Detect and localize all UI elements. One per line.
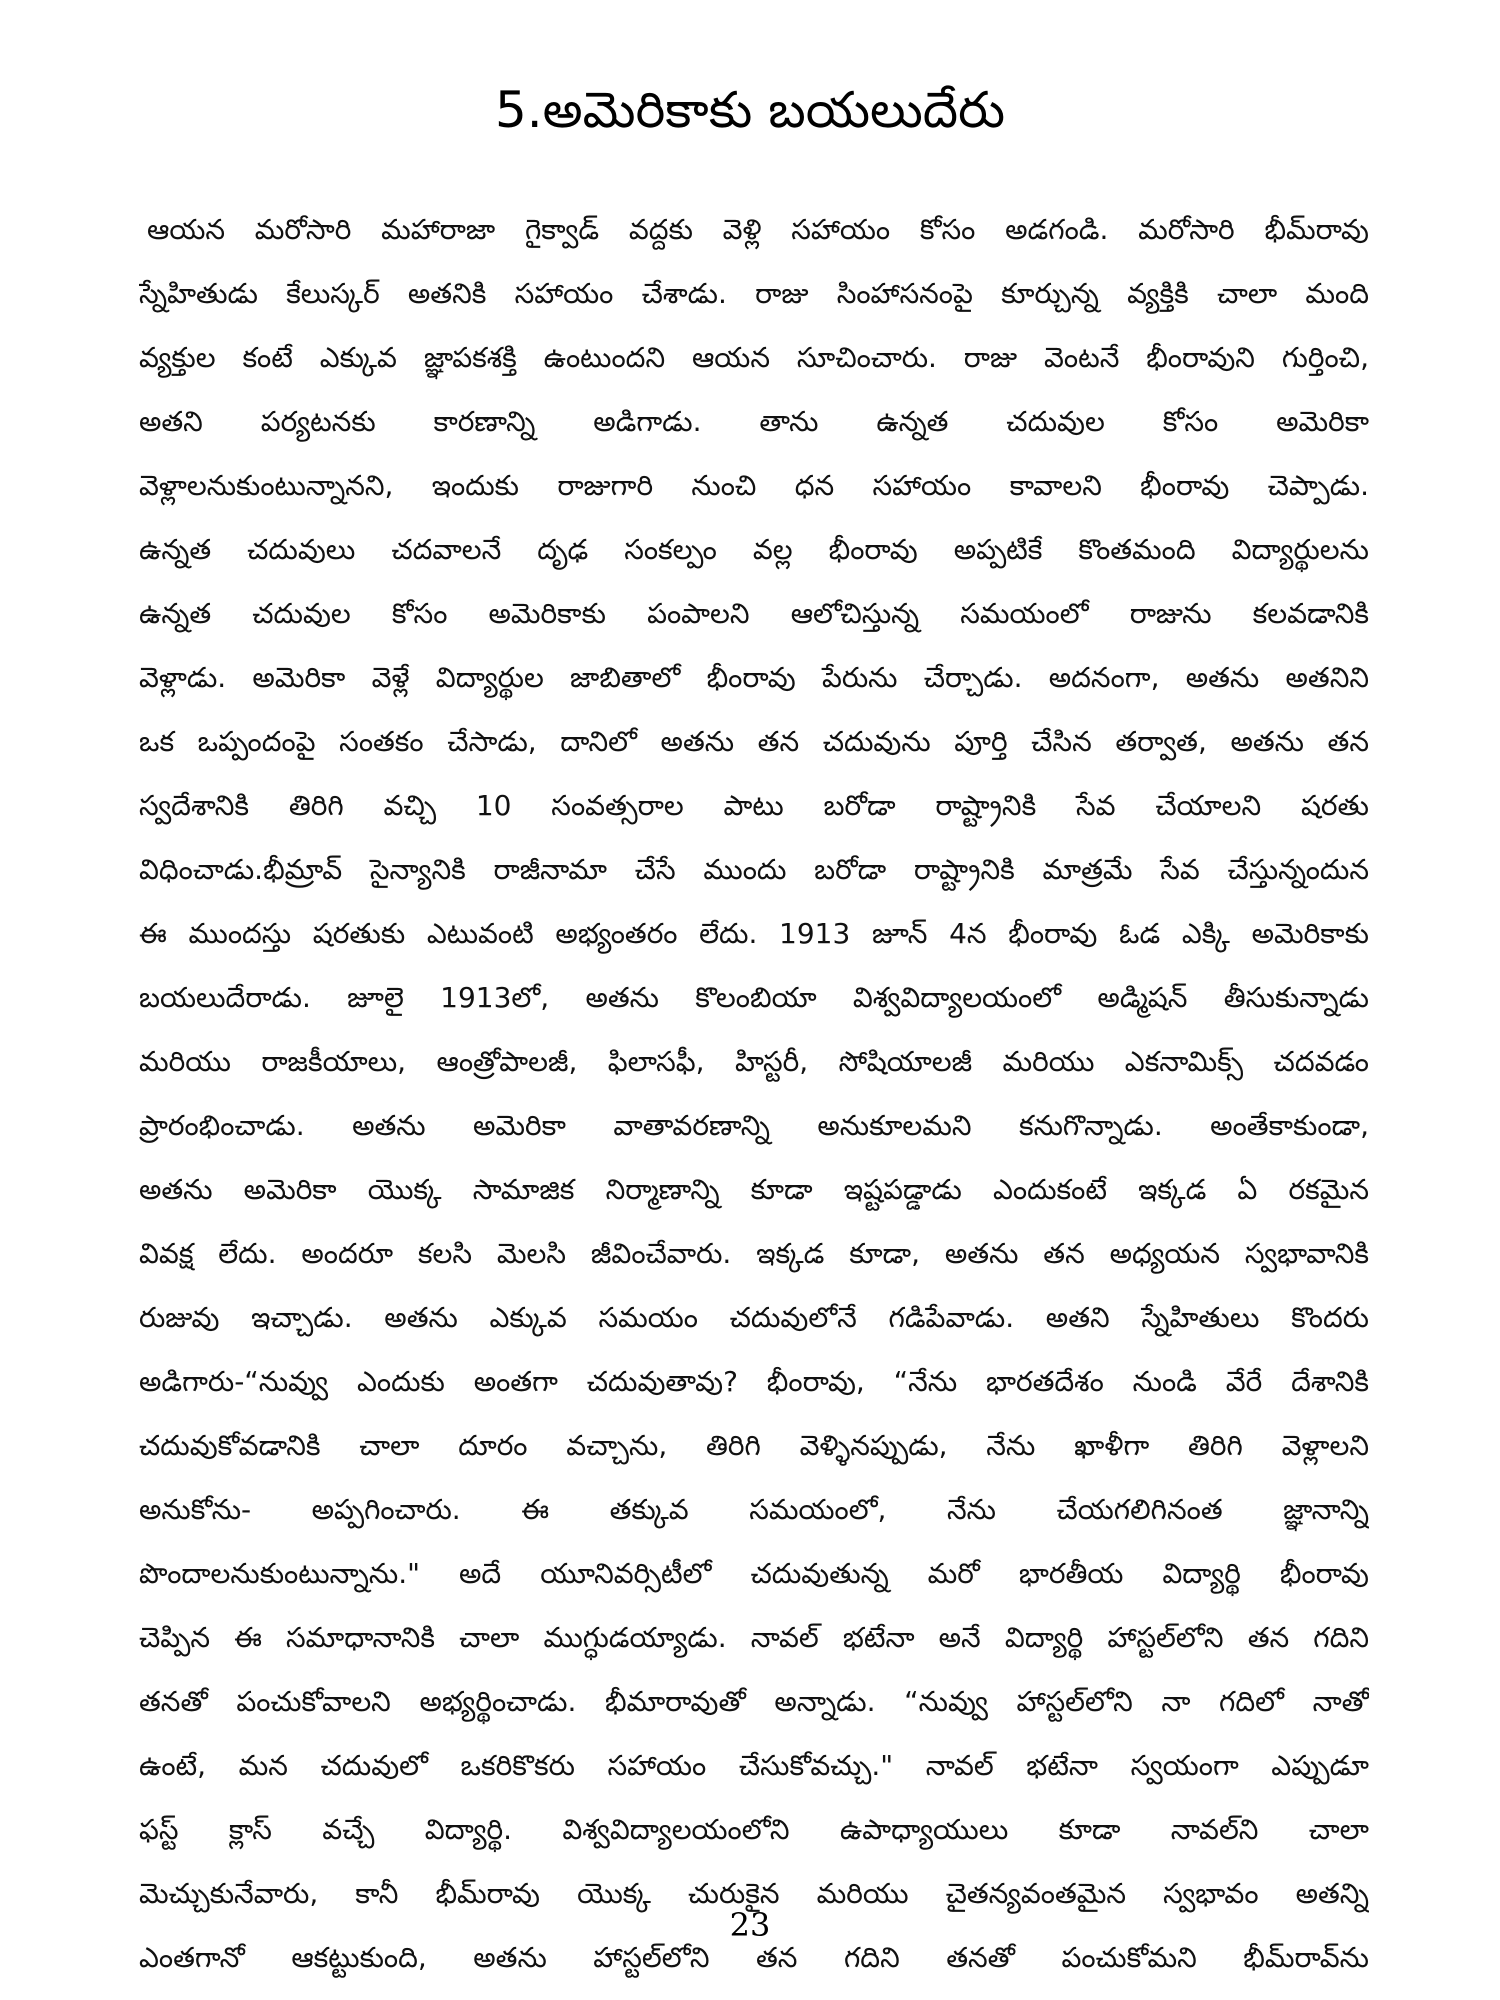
page-number: 23 (729, 1906, 771, 1944)
text-line: చదువుకోవడానికి చాలా దూరం వచ్చాను, తిరిగి వెళ్ళినప్పుడు, నేను ఖాళీగా తిరిగి వెళ్లాలని (139, 1429, 1369, 1462)
body-paragraph (139, 198, 1369, 1990)
text-line: ఈ ముందస్తు షరతుకు ఎటువంటి అభ్యంతరం లేదు. 1913 జూన్ 4న భీంరావు ఓడ ఎక్కి అమెరికాకు (139, 917, 1369, 950)
text-line: చెప్పిన ఈ సమాధానానికి చాలా ముగ్ధుడయ్యాడు. నావల్ భటేనా అనే విద్యార్థి హాస్టల్‌లోని తన గదిని (139, 1621, 1369, 1654)
text-line: అతని పర్యటనకు కారణాన్ని అడిగాడు. తాను ఉన్నత చదువుల కోసం అమెరికా (139, 405, 1369, 438)
text-line: అతను అమెరికా యొక్క సామాజిక నిర్మాణాన్ని కూడా ఇష్టపడ్డాడు ఎందుకంటే ఇక్కడ ఏ రకమైన (139, 1173, 1369, 1206)
text-line: వివక్ష లేదు. అందరూ కలసి మెలసి జీవించేవారు. ఇక్కడ కూడా, అతను తన అధ్యయన స్వభావానికి (139, 1237, 1369, 1270)
text-line: వ్యక్తుల కంటే ఎక్కువ జ్ఞాపకశక్తి ఉంటుందని ఆయన సూచించారు. రాజు వెంటనే భీంరావుని గుర్తించి, (139, 341, 1369, 374)
text-line: అనుకోను- అప్పగించారు. ఈ తక్కువ సమయంలో, నేను చేయగలిగినంత జ్ఞానాన్ని (139, 1493, 1369, 1526)
chapter-title: 5.అమెరికాకు బయలుదేరు (494, 81, 1006, 139)
text-line: ఉంటే, మన చదువులో ఒకరికొకరు సహాయం చేసుకోవచ్చు." నావల్ భటేనా స్వయంగా ఎప్పుడూ (139, 1749, 1369, 1782)
text-line: బయలుదేరాడు. జూలై 1913లో, అతను కొలంబియా విశ్వవిద్యాలయంలో అడ్మిషన్ తీసుకున్నాడు (139, 981, 1369, 1014)
text-line: మరియు రాజకీయాలు, ఆంత్రోపాలజీ, ఫిలాసఫీ, హిస్టరీ, సోషియాలజీ మరియు ఎకనామిక్స్ చదవడం (139, 1045, 1369, 1078)
text-line: అడిగారు-“నువ్వు ఎందుకు అంతగా చదువుతావు? భీంరావు, “నేను భారతదేశం నుండి వేరే దేశానికి (139, 1365, 1369, 1398)
text-line: వెళ్లాలనుకుంటున్నానని, ఇందుకు రాజుగారి నుంచి ధన సహాయం కావాలని భీంరావు చెప్పాడు. (139, 469, 1369, 502)
text-line: ప్రారంభించాడు. అతను అమెరికా వాతావరణాన్ని అనుకూలమని కనుగొన్నాడు. అంతేకాకుండా, (139, 1109, 1369, 1142)
text-line: విధించాడు.భీమ్రావ్ సైన్యానికి రాజీనామా చేసే ముందు బరోడా రాష్ట్రానికి మాత్రమే సేవ చేస్తున్నందున (139, 853, 1369, 886)
text-line: స్వదేశానికి తిరిగి వచ్చి 10 సంవత్సరాల పాటు బరోడా రాష్ట్రానికి సేవ చేయాలని షరతు (139, 789, 1369, 822)
text-line: మెచ్చుకునేవారు, కానీ భీమ్‌రావు యొక్క చురుకైన మరియు చైతన్యవంతమైన స్వభావం అతన్ని (139, 1877, 1369, 1910)
text-line: రుజువు ఇచ్చాడు. అతను ఎక్కువ సమయం చదువులోనే గడిపేవాడు. అతని స్నేహితులు కొందరు (139, 1301, 1369, 1334)
text-line: ఫస్ట్ క్లాస్ వచ్చే విద్యార్థి. విశ్వవిద్యాలయంలోని ఉపాధ్యాయులు కూడా నావల్‌ని చాలా (139, 1813, 1369, 1846)
text-line: వెళ్లాడు. అమెరికా వెళ్లే విద్యార్థుల జాబితాలో భీంరావు పేరును చేర్చాడు. అదనంగా, అతను అతనిని (139, 661, 1369, 694)
text-line: స్నేహితుడు కేలుస్కర్ అతనికి సహాయం చేశాడు. రాజు సింహాసనంపై కూర్చున్న వ్యక్తికి చాలా మంది (139, 277, 1369, 310)
text-line: ఎంతగానో ఆకట్టుకుంది, అతను హాస్టల్‌లోని తన గదిని తనతో పంచుకోమని భీమ్‌రావ్‌ను (139, 1941, 1369, 1974)
text-line: ఉన్నత చదువుల కోసం అమెరికాకు పంపాలని ఆలోచిస్తున్న సమయంలో రాజును కలవడానికి (139, 597, 1369, 630)
text-line: ఉన్నత చదువులు చదవాలనే దృఢ సంకల్పం వల్ల భీంరావు అప్పటికే కొంతమంది విద్యార్థులను (139, 533, 1369, 566)
text-line: పొందాలనుకుంటున్నాను." అదే యూనివర్సిటీలో చదువుతున్న మరో భారతీయ విద్యార్థి భీంరావు (139, 1557, 1369, 1590)
text-line: ఆయన మరోసారి మహారాజా గైక్వాడ్ వద్దకు వెళ్లి సహాయం కోసం అడగండి. మరోసారి భీమ్‌రావు (147, 213, 1369, 246)
text-line: తనతో పంచుకోవాలని అభ్యర్థించాడు. భీమారావుతో అన్నాడు. “నువ్వు హాస్టల్‌లోని నా గదిలో నాతో (139, 1685, 1369, 1718)
text-line: ఒక ఒప్పందంపై సంతకం చేసాడు, దానిలో అతను తన చదువును పూర్తి చేసిన తర్వాత, అతను తన (139, 725, 1369, 758)
